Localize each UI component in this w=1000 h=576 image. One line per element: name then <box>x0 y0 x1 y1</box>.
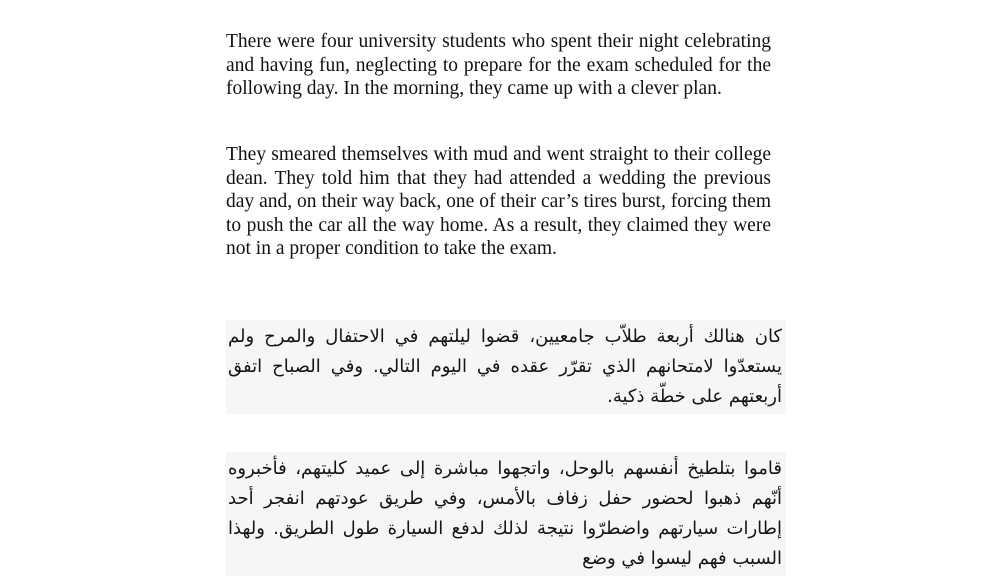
arabic-paragraph-1: كان هنالك أربعة طلاّب جامعيين، قضوا ليلتهم في الاحتفال والمرح ولم يستعدّوا لامتحانهم الذي تقرّر عقده في اليوم التالي. وفي الصباح اتفق أربعتهم على خطّة ذكية. <box>228 326 782 407</box>
english-paragraph-2: They smeared themselves with mud and went straight to their college dean. They told him that they had attended a wedding the previous day and, on their way back, one of their car’s tires burst, forcing them to push the car all the way home. As a result, they claimed they were not in a proper condition to take the exam. <box>226 144 771 259</box>
arabic-paragraph-1-block <box>226 320 786 414</box>
arabic-paragraph-2: قاموا بتلطيخ أنفسهم بالوحل، واتجهوا مباشرة إلى عميد كليتهم، فأخبروه أنّهم ذهبوا لحضور حفل زفاف بالأمس، وفي طريق عودتهم انفجر أحد إطارات سيارتهم واضطرّوا نتيجة لذلك لدفع السيارة طول الطريق. ولهذا السبب فهم ليسوا في وضع <box>228 458 782 569</box>
english-paragraph-1: There were four university students who spent their night celebrating and having fun, neglecting to prepare for the exam scheduled for the following day. In the morning, they came up with a clever plan. <box>226 31 771 99</box>
arabic-paragraph-2-block <box>226 452 786 576</box>
